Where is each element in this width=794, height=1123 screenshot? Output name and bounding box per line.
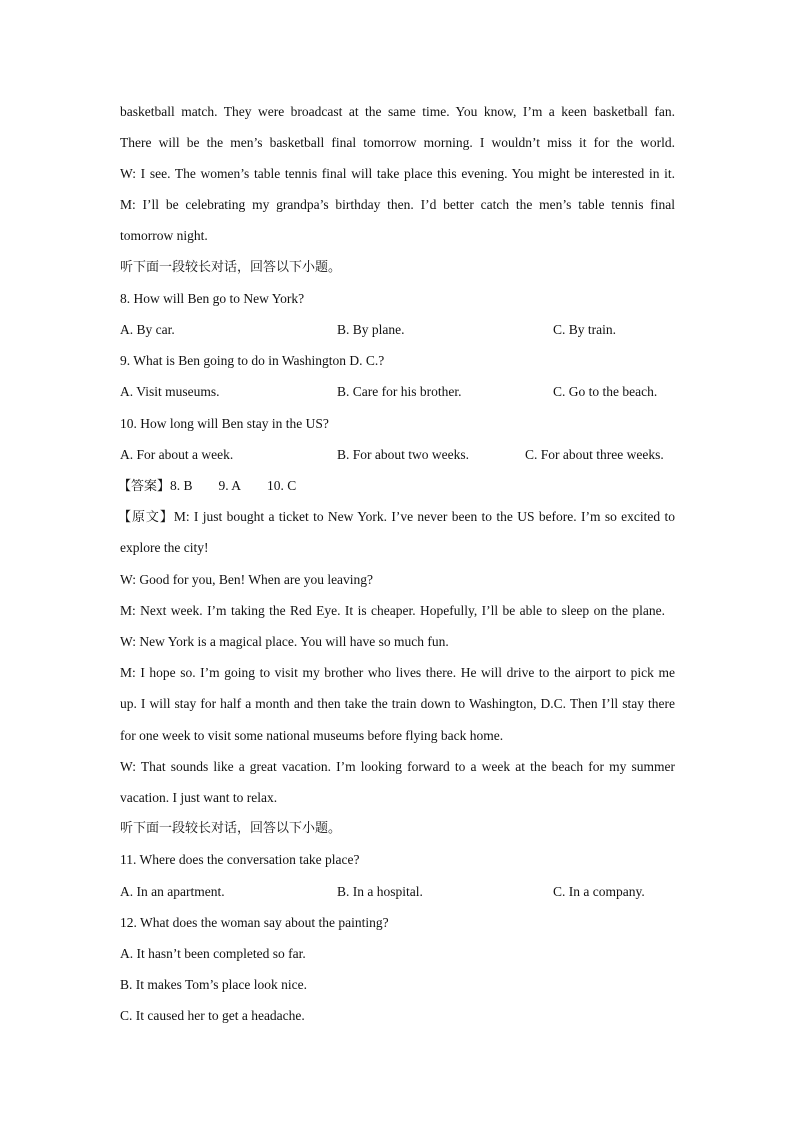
answer-8: 8. B <box>170 478 193 493</box>
option-12b: B. It makes Tom’s place look nice. <box>120 977 308 992</box>
original-text-label: 【原文】 <box>118 510 174 525</box>
option-11b: B. In a hospital. <box>337 884 423 899</box>
answer-9: 9. A <box>218 478 242 493</box>
transcript-line: W: New York is a magical place. You will have so much fun. <box>120 634 449 649</box>
answer-key <box>118 476 673 497</box>
transcript-line: up. I will stay for half a month and then take the train down to Washington, D.C. Then I’ll stay there <box>120 696 675 711</box>
transcript-line: W: Good for you, Ben! When are you leaving? <box>120 572 374 587</box>
option-9c: C. Go to the beach. <box>553 384 658 399</box>
option-10c: C. For about three weeks. <box>525 447 664 462</box>
question-10: 10. How long will Ben stay in the US? <box>120 416 329 431</box>
transcript-line: explore the city! <box>120 540 209 555</box>
option-11a: A. In an apartment. <box>120 884 225 899</box>
transcript-line: W: I see. The women’s table tennis final will take place this evening. You might be interested in it. <box>120 166 675 181</box>
option-12a: A. It hasn’t been completed so far. <box>120 946 306 961</box>
section-instruction: 听下面一段较长对话，回答以下小题。 <box>120 260 342 275</box>
transcript-line: There will be the men’s basketball final tomorrow morning. I wouldn’t miss it for the world. <box>120 135 675 150</box>
transcript-line: W: That sounds like a great vacation. I’m looking forward to a week at the beach for my summer <box>120 759 675 774</box>
question-9: 9. What is Ben going to do in Washington D. C.? <box>120 353 385 368</box>
transcript-line: vacation. I just want to relax. <box>120 790 278 805</box>
transcript-line: M: Next week. I’m taking the Red Eye. It is cheaper. Hopefully, I’ll be able to sleep on the plane. <box>120 603 665 618</box>
option-10b: B. For about two weeks. <box>337 447 469 462</box>
question-12: 12. What does the woman say about the painting? <box>120 915 389 930</box>
option-9a: A. Visit museums. <box>120 384 220 399</box>
option-8c: C. By train. <box>553 322 616 337</box>
option-8b: B. By plane. <box>337 322 405 337</box>
question-11: 11. Where does the conversation take place? <box>120 852 360 867</box>
question-8: 8. How will Ben go to New York? <box>120 291 305 306</box>
transcript-line: 【原文】M: I just bought a ticket to New York. I’ve never been to the US before. I’m so excited to <box>118 509 675 525</box>
option-12c: C. It caused her to get a headache. <box>120 1008 305 1023</box>
transcript-line: M: I’ll be celebrating my grandpa’s birthday then. I’d better catch the men’s table tennis final <box>120 197 675 212</box>
answer-label: 【答案】 <box>118 479 171 494</box>
option-10a: A. For about a week. <box>120 447 234 462</box>
transcript-line: M: I hope so. I’m going to visit my brother who lives there. He will drive to the airport to pick me <box>120 665 675 680</box>
transcript-line: tomorrow night. <box>120 228 208 243</box>
transcript-line: for one week to visit some national museums before flying back home. <box>120 728 504 743</box>
option-9b: B. Care for his brother. <box>337 384 462 399</box>
option-8a: A. By car. <box>120 322 175 337</box>
option-11c: C. In a company. <box>553 884 645 899</box>
section-instruction: 听下面一段较长对话，回答以下小题。 <box>120 821 342 836</box>
answer-10: 10. C <box>267 478 297 493</box>
transcript-line: basketball match. They were broadcast at the same time. You know, I’m a keen basketball fan. <box>120 104 675 119</box>
